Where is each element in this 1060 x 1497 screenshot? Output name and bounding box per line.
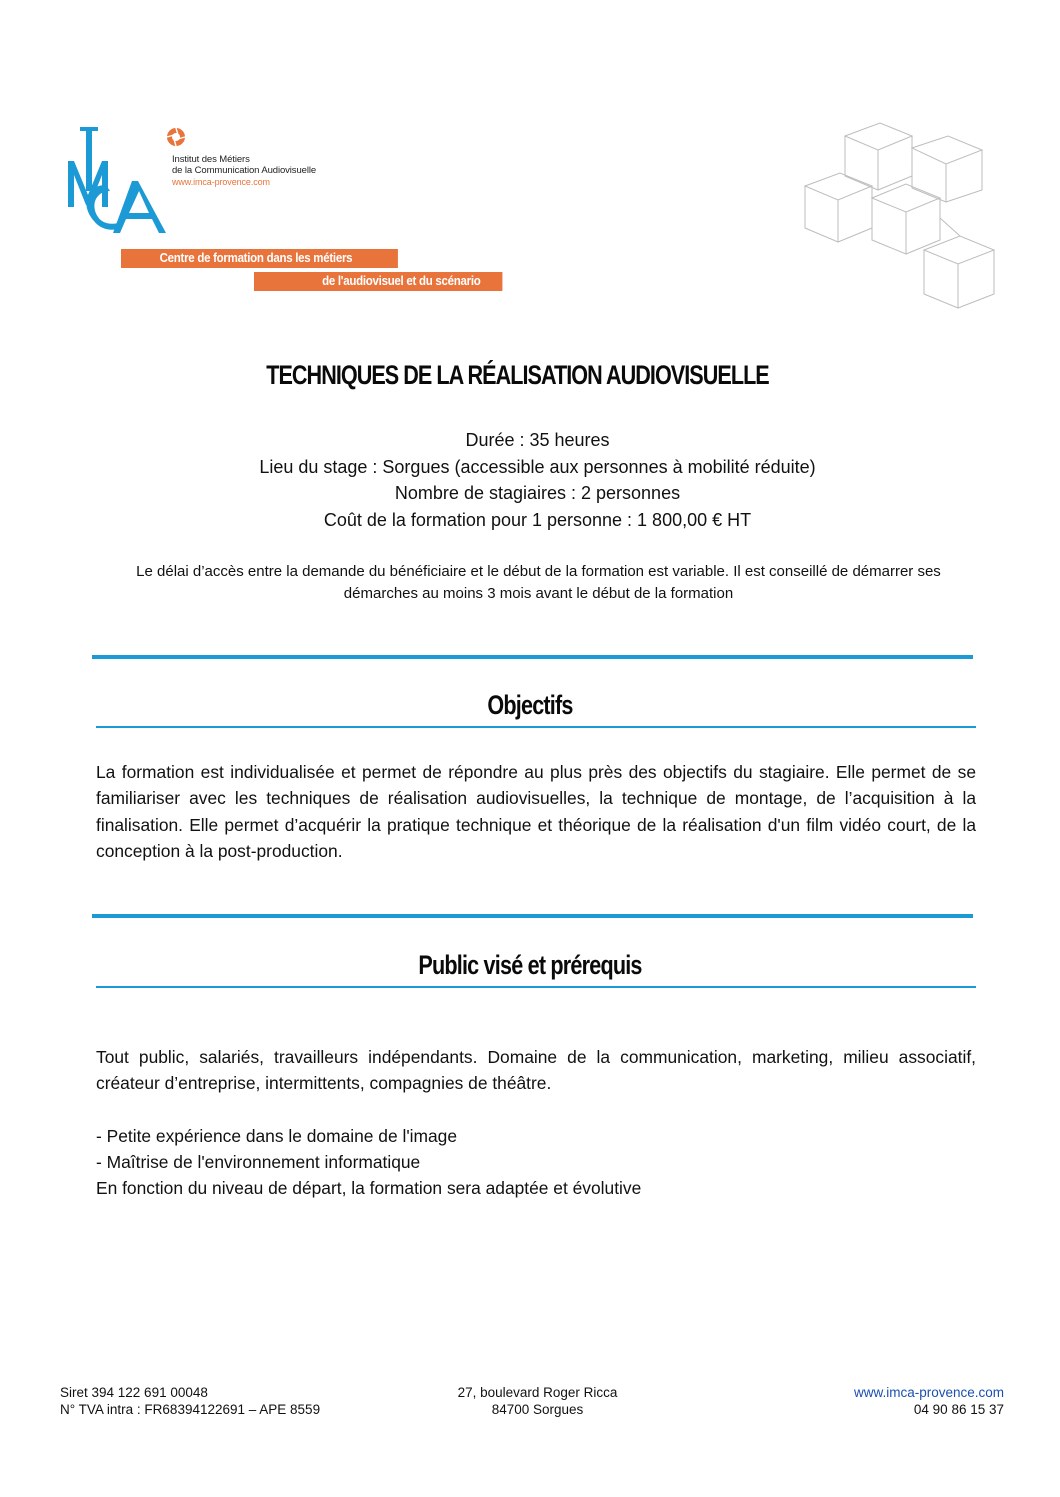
section-underline	[96, 726, 976, 728]
siret-text: Siret 394 122 691 00048	[60, 1385, 208, 1400]
logo	[66, 125, 526, 295]
tagline-band-1: Centre de formation dans les métiers	[121, 249, 398, 268]
audience-text: Tout public, salariés, travailleurs indépendants. Domaine de la communication, marketing, milieu associatif, créateur d’entreprise, intermittents, compagnies de théâtre.	[96, 1047, 976, 1094]
prerequisite-note: En fonction du niveau de départ, la formation sera adaptée et évolutive	[96, 1178, 642, 1198]
imca-logo-icon	[66, 125, 176, 240]
aperture-icon	[166, 127, 186, 147]
page-title: TECHNIQUES DE LA RÉALISATION AUDIOVISUELLE	[266, 360, 769, 390]
cost-text: Coût de la formation pour 1 personne : 1 800,00 € HT	[323, 509, 752, 530]
section-divider	[92, 914, 973, 918]
website-link[interactable]: www.imca-provence.com	[853, 1385, 1004, 1400]
cubes-decoration-icon	[800, 118, 1000, 313]
tva-text: N° TVA intra : FR68394122691 – APE 8559	[60, 1402, 321, 1417]
institute-url[interactable]: www.imca-provence.com	[172, 177, 270, 187]
prerequisite-item: - Petite expérience dans le domaine de l'image	[96, 1126, 458, 1146]
prerequisite-item: - Maîtrise de l'environnement informatique	[96, 1152, 421, 1172]
address-line1: 27, boulevard Roger Ricca	[457, 1385, 618, 1400]
access-delay-note: Le délai d’accès entre la demande du bénéficiaire et le début de la formation est variable. Il est conseillé de démarrer ses démarches au moins 3 mois avant le début de la formation	[136, 563, 941, 602]
duration-text: Durée : 35 heures	[465, 430, 610, 450]
location-text: Lieu du stage : Sorgues (accessible aux personnes à mobilité réduite)	[259, 456, 816, 477]
tagline-band-2: de l'audiovisuel et du scénario	[254, 272, 502, 291]
section-divider	[92, 655, 973, 659]
section-underline	[96, 986, 976, 988]
address-line2: 84700 Sorgues	[491, 1402, 584, 1417]
trainees-text: Nombre de stagiaires : 2 personnes	[394, 483, 681, 503]
institute-name-line1: Institut des Métiers	[172, 154, 250, 165]
course-info	[0, 427, 1060, 533]
objectives-text: La formation est individualisée et permet de répondre au plus près des objectifs du stagiaire. Elle permet de se familiariser avec les techniques de réalisation audiovisuelles, la technique de montage, de l’acquisition à la finalisation. Elle permet d’acquérir la pratique technique et théorique de la réalisation d'un film vidéo court, de la conception à la post-production.	[96, 762, 976, 861]
institute-name-line2: de la Communication Audiovisuelle	[172, 165, 317, 176]
phone-text: 04 90 86 15 37	[913, 1402, 1004, 1417]
footer-contact	[854, 1384, 1004, 1418]
audience-title: Public visé et prérequis	[418, 950, 642, 980]
objectives-title: Objectifs	[487, 690, 573, 720]
